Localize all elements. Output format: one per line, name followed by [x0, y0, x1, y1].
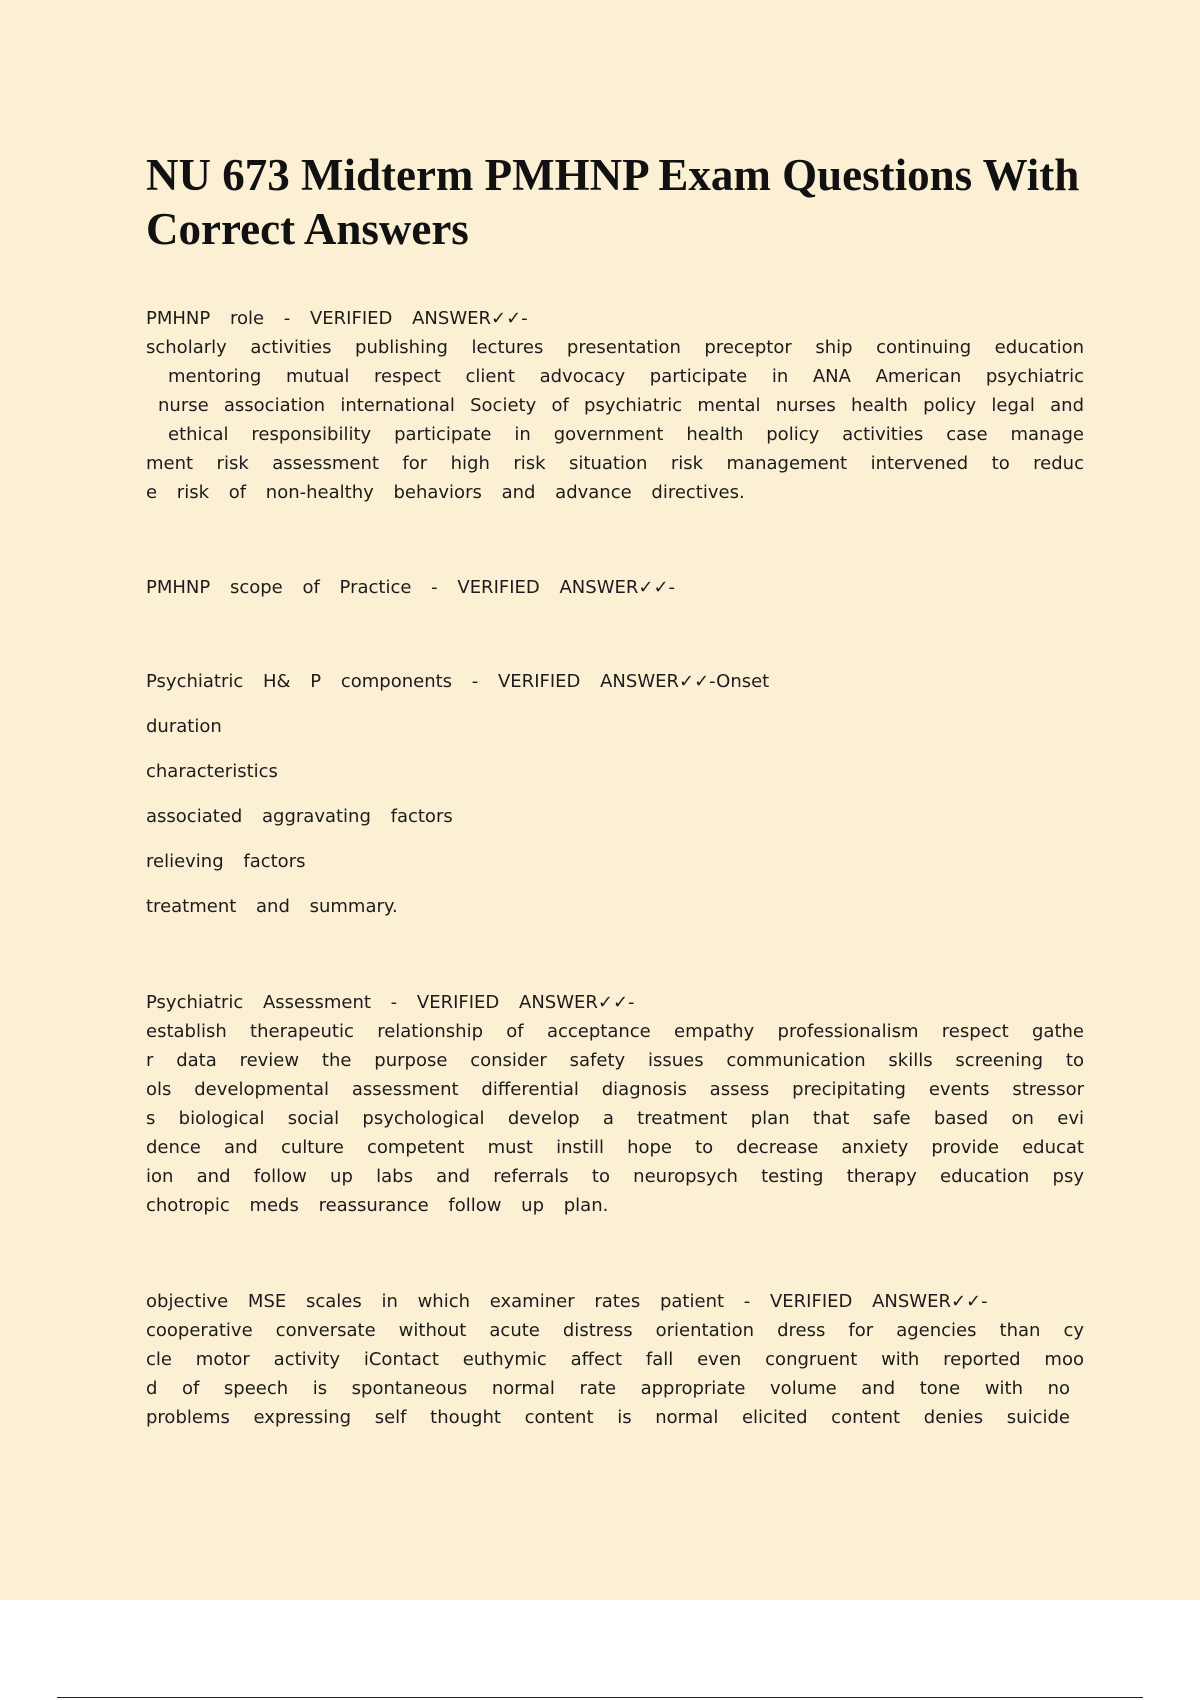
answer-line: ion and follow up labs and referrals to neuropsych testing therapy education psy [146, 1166, 1084, 1187]
question-text: Psychiatric Assessment - VERIFIED ANSWER✓✓- [146, 992, 635, 1013]
answer-line: chotropic meds reassurance follow up plan. [146, 1195, 609, 1216]
qa-item-pmhnp-role [146, 304, 1084, 507]
answer-line: r data review the purpose consider safety issues communication skills screening to [146, 1050, 1084, 1071]
qa-item-pmhnp-scope [146, 573, 1084, 602]
qa-item-objective-mse [146, 1287, 1084, 1432]
answer-line: s biological social psychological develop a treatment plan that safe based on evi [146, 1108, 1084, 1129]
answer-line: dence and culture competent must instill hope to decrease anxiety provide educat [146, 1137, 1084, 1158]
list-item: duration [146, 716, 222, 737]
answer-line: cooperative conversate without acute distress orientation dress for agencies than cy [146, 1320, 1084, 1341]
answer-line: ethical responsibility participate in government health policy activities case manage [168, 424, 1084, 445]
list-item: relieving factors [146, 851, 306, 872]
document-title: NU 673 Midterm PMHNP Exam Questions With Correct Answers [146, 150, 1080, 254]
footer-divider [57, 1697, 1143, 1698]
answer-line: problems expressing self thought content is normal elicited content denies suicide [146, 1407, 1070, 1428]
list-item: characteristics [146, 761, 278, 782]
question-text: PMHNP scope of Practice - VERIFIED ANSWER✓✓- [146, 577, 676, 598]
qa-item-psychiatric-assessment [146, 988, 1084, 1220]
question-text: Psychiatric H& P components - VERIFIED ANSWER✓✓-Onset [146, 671, 770, 692]
qa-item-hp-components [146, 667, 1084, 921]
answer-line: cle motor activity iContact euthymic affect fall even congruent with reported moo [146, 1349, 1084, 1370]
answer-line: ols developmental assessment differential diagnosis assess precipitating events stressor [146, 1079, 1084, 1100]
answer-line: establish therapeutic relationship of acceptance empathy professionalism respect gathe [146, 1021, 1084, 1042]
answer-line: e risk of non-healthy behaviors and advance directives. [146, 482, 745, 503]
answer-line: scholarly activities publishing lectures presentation preceptor ship continuing education [146, 337, 1084, 358]
answer-line: d of speech is spontaneous normal rate appropriate volume and tone with no [146, 1378, 1070, 1399]
question-text: PMHNP role - VERIFIED ANSWER✓✓- [146, 308, 528, 329]
question-text: objective MSE scales in which examiner rates patient - VERIFIED ANSWER✓✓- [146, 1291, 988, 1312]
answer-line: nurse association international Society of psychiatric mental nurses health policy legal and [158, 395, 1084, 416]
list-item: associated aggravating factors [146, 806, 453, 827]
answer-line: ment risk assessment for high risk situation risk management intervened to reduc [146, 453, 1084, 474]
list-item: treatment and summary. [146, 896, 398, 917]
answer-line: mentoring mutual respect client advocacy participate in ANA American psychiatric [168, 366, 1084, 387]
